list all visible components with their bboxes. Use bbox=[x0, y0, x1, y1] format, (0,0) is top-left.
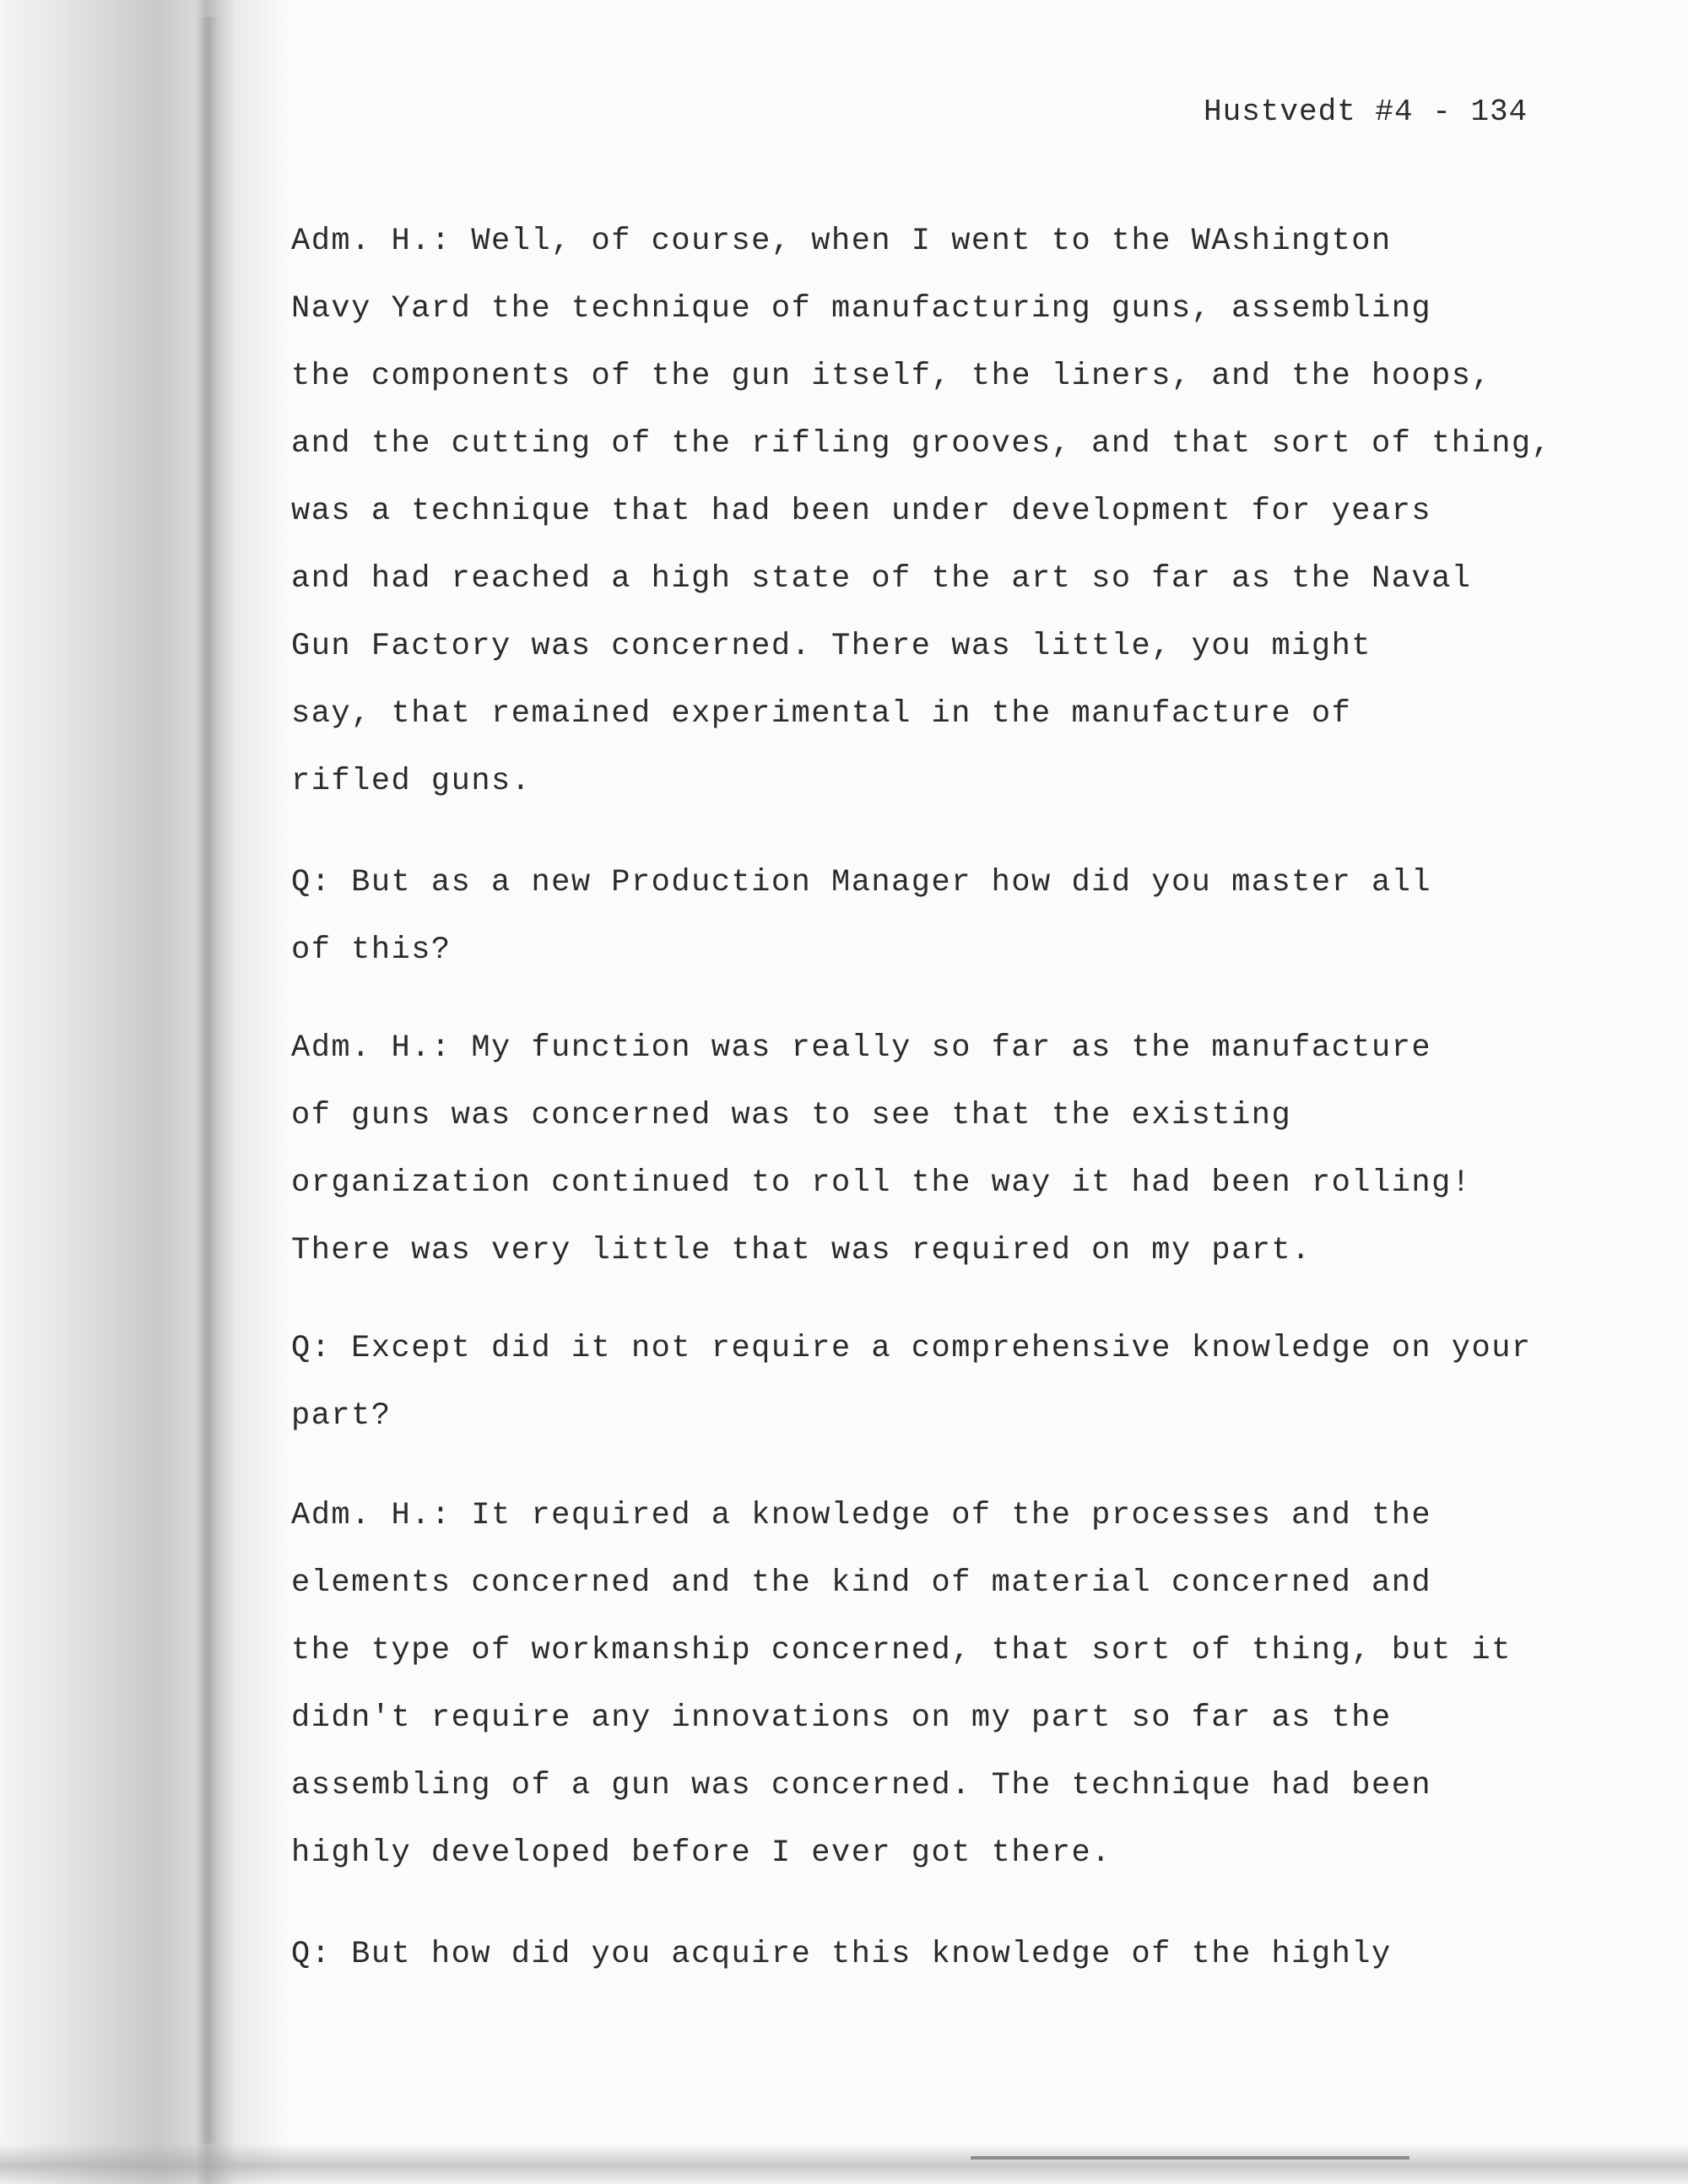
text-line: and had reached a high state of the art so far as the Naval bbox=[291, 561, 1472, 597]
page-bottom-edge bbox=[0, 2143, 1688, 2184]
paragraph-q-1 bbox=[291, 849, 1431, 984]
paragraph-q-3 bbox=[291, 1921, 1392, 1988]
text-line: the components of the gun itself, the liners, and the hoops, bbox=[291, 359, 1492, 394]
paragraph-q-2 bbox=[291, 1315, 1532, 1450]
page-header: Hustvedt #4 - 134 bbox=[1204, 95, 1528, 129]
text-line: Q: But how did you acquire this knowledge of the highly bbox=[291, 1937, 1392, 1972]
paragraph-adm-h-3 bbox=[291, 1482, 1512, 1887]
text-line: rifled guns. bbox=[291, 764, 532, 799]
text-line: Q: But as a new Production Manager how did you master all bbox=[291, 865, 1432, 900]
text-line: Adm. H.: Well, of course, when I went to the WAshington bbox=[291, 224, 1392, 259]
text-line: assembling of a gun was concerned. The technique had been bbox=[291, 1768, 1432, 1803]
paragraph-adm-h-1 bbox=[291, 208, 1551, 815]
text-line: part? bbox=[291, 1398, 392, 1434]
text-line: highly developed before I ever got there. bbox=[291, 1835, 1112, 1871]
text-line: elements concerned and the kind of material concerned and bbox=[291, 1565, 1432, 1601]
text-line: Adm. H.: It required a knowledge of the processes and the bbox=[291, 1498, 1432, 1533]
text-line: There was very little that was required on my part. bbox=[291, 1233, 1312, 1268]
text-line: say, that remained experimental in the manufacture of bbox=[291, 696, 1352, 732]
text-line: of guns was concerned was to see that the existing bbox=[291, 1098, 1292, 1133]
text-line: the type of workmanship concerned, that sort of thing, but it bbox=[291, 1633, 1512, 1668]
text-line: Adm. H.: My function was really so far as the manufacture bbox=[291, 1030, 1432, 1066]
book-binding-shadow bbox=[0, 0, 287, 2184]
text-line: was a technique that had been under development for years bbox=[291, 494, 1432, 529]
binding-fold bbox=[199, 17, 218, 2143]
paragraph-adm-h-2 bbox=[291, 1014, 1472, 1284]
text-line: of this? bbox=[291, 933, 452, 968]
bottom-scan-mark bbox=[971, 2156, 1409, 2160]
text-line: Q: Except did it not require a comprehensive knowledge on your bbox=[291, 1331, 1532, 1366]
text-line: organization continued to roll the way it had been rolling! bbox=[291, 1165, 1472, 1201]
text-line: Navy Yard the technique of manufacturing guns, assembling bbox=[291, 291, 1432, 327]
text-line: didn't require any innovations on my part so far as the bbox=[291, 1700, 1392, 1736]
text-line: Gun Factory was concerned. There was little, you might bbox=[291, 629, 1372, 664]
text-line: and the cutting of the rifling grooves, and that sort of thing, bbox=[291, 426, 1552, 462]
